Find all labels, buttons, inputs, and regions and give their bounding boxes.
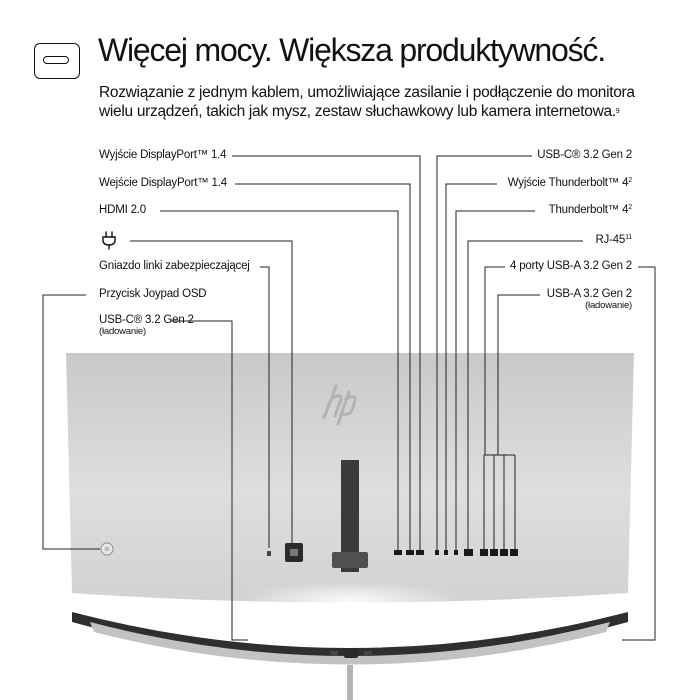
label-tb-out: Wyjście Thunderbolt™ $4^2$ bbox=[507, 177, 632, 189]
label-rj45: $RJ-45^{11}$ bbox=[595, 234, 632, 246]
joypad-button-icon bbox=[101, 543, 113, 555]
lock-slot bbox=[267, 551, 271, 556]
label-usba-4-ports: 4 porty USB-A 3.2 Gen 2 bbox=[510, 260, 632, 272]
label-usbc: USB-C® 3.2 Gen 2 bbox=[537, 149, 632, 161]
page-title: Więcej mocy. Większa produktywność. bbox=[98, 32, 605, 68]
label-joypad: Przycisk Joypad OSD bbox=[99, 288, 207, 300]
label-dp-out: Wyjście DisplayPort™ 1.4 bbox=[99, 149, 227, 161]
label-tb: Thunderbolt™ $4^2$ bbox=[548, 204, 632, 216]
power-plug-icon bbox=[99, 230, 121, 250]
label-usba-charging: USB-A 3.2 Gen 2 (ładowanie) bbox=[546, 288, 632, 311]
label-hdmi: HDMI 2.0 bbox=[99, 204, 146, 216]
page-subtitle: Rozwiązanie z jednym kablem, umożliwiające zasilanie i podłączenie do monitora wielu urządzeń, takich jak mysz, zestaw słuchawkowy lub kamera internetowa.$^9$ bbox=[99, 84, 635, 120]
label-lock-slot: Gniazdo linki zabezpieczającej bbox=[99, 260, 250, 272]
label-usbc-charging: USB-C® 3.2 Gen 2 (ładowanie) bbox=[99, 314, 194, 337]
label-dp-in: Wejście DisplayPort™ 1.4 bbox=[99, 177, 227, 189]
